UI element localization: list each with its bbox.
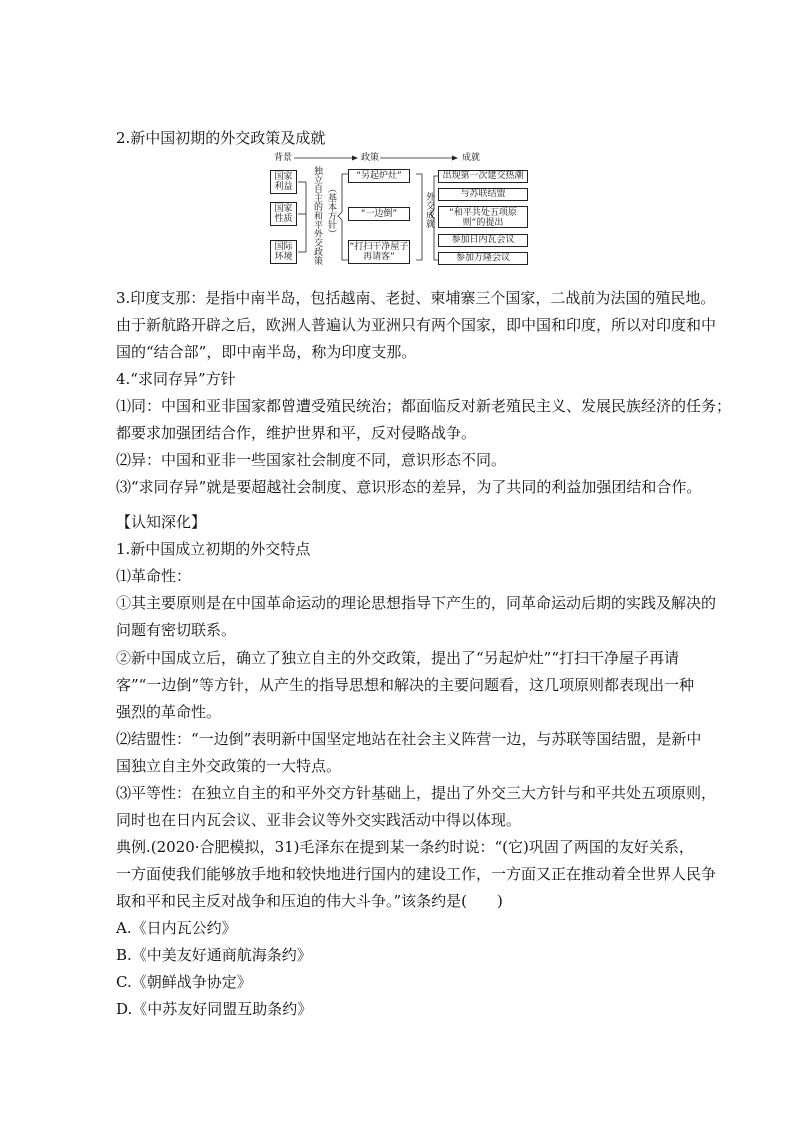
revolutionary-point2-line2: 客”“一边倒”等方针，从产生的指导思想和解决的主要问题看，这几项原则都表现出一种 bbox=[116, 676, 695, 694]
achievement-box-first-wave: 出现第一次建交热潮 bbox=[438, 170, 528, 183]
diplomatic-achievement-label: 外交成就 bbox=[424, 192, 434, 228]
achievement-box-five-principles: “和平共处五项原则”的提出 bbox=[438, 206, 528, 228]
example-line2: 一方面使我们能够放手地和较快地进行国内的建设工作，一方面又正在推动着全世界人民争 bbox=[116, 865, 717, 883]
revolutionary-point1-line1: ①其主要原则是在中国革命运动的理论思想指导下产生的，同革命运动后期的实践及解决的 bbox=[116, 594, 717, 612]
option-d[interactable]: D.《中苏友好同盟互助条约》 bbox=[116, 1000, 313, 1018]
section4-p1-line1: ⑴同：中国和亚非国家都曾遭受殖民统治；都面临反对新老殖民主义、发展民族经济的任务； bbox=[116, 397, 732, 415]
section2-title: 2.新中国初期的外交政策及成就 bbox=[116, 129, 326, 147]
achievement-box-bandung: 参加万隆会议 bbox=[438, 252, 528, 265]
equality-line1: ⑶平等性：在独立自主的和平外交方针基础上，提出了外交三大方针与和平共处五项原则， bbox=[116, 784, 717, 802]
section3-line2: 由于新航路开辟之后，欧洲人普遍认为亚洲只有两个国家，即中国和印度，所以对印度和中 bbox=[116, 316, 717, 334]
section4-p3: ⑶“求同存异”就是要超越社会制度、意识形态的差异，为了共同的利益加强团结和合作。 bbox=[116, 478, 702, 496]
revolutionary-title: ⑴革命性： bbox=[116, 567, 192, 585]
example-line3: 取和平和民主反对战争和压迫的伟大斗争。”该条约是( ) bbox=[116, 892, 503, 910]
section4-p2: ⑵异：中国和亚非一些国家社会制度不同，意识形态不同。 bbox=[116, 451, 507, 469]
revolutionary-point2-line1: ②新中国成立后，确立了独立自主的外交政策，提出了“另起炉灶”“打扫干净屋子再请 bbox=[116, 649, 680, 667]
option-c[interactable]: C.《朝鲜战争协定》 bbox=[116, 973, 252, 991]
deepen-heading: 【认知深化】 bbox=[116, 513, 207, 531]
background-box-national-interest: 国家利益 bbox=[270, 170, 297, 194]
section4-title: 4.“求同存异”方针 bbox=[116, 370, 236, 388]
achievement-box-soviet-alliance: 与苏联结盟 bbox=[438, 188, 528, 201]
background-box-international-environment: 国际环境 bbox=[270, 240, 297, 264]
option-a[interactable]: A.《日内瓦公约》 bbox=[116, 919, 237, 937]
header-achievement-label: 成就 bbox=[462, 153, 481, 163]
alliance-line1: ⑵结盟性：“一边倒”表明新中国坚定地站在社会主义阵营一边，与苏联等国结盟，是新中 bbox=[116, 730, 702, 748]
policy-box-new-stove: “另起炉灶” bbox=[348, 169, 410, 183]
header-background-label: 背景 bbox=[274, 153, 293, 163]
revolutionary-point2-line3: 强烈的革命性。 bbox=[116, 703, 222, 721]
equality-line2: 同时也在日内瓦会议、亚非会议等外交实践活动中得以体现。 bbox=[116, 811, 522, 829]
alliance-line2: 国独立自主外交政策的一大特点。 bbox=[116, 757, 342, 775]
foreign-policy-diagram bbox=[262, 152, 532, 270]
revolutionary-point1-line2: 问题有密切联系。 bbox=[116, 621, 237, 639]
achievement-box-geneva: 参加日内瓦会议 bbox=[438, 234, 528, 247]
section4-p1-line2: 都要求加强团结合作，维护世界和平，反对侵略战争。 bbox=[116, 424, 477, 442]
header-policy-label: 政策 bbox=[361, 153, 380, 163]
example-line1: 典例.(2020·合肥模拟，31)毛泽东在提到某一条约时说：“(它)巩固了两国的友好关系， bbox=[116, 838, 694, 856]
policy-box-lean-one-side: “一边倒” bbox=[348, 207, 410, 221]
background-box-national-nature: 国家性质 bbox=[270, 202, 297, 226]
section3-line1: 3.印度支那：是指中南半岛，包括越南、老挝、柬埔寨三个国家，二战前为法国的殖民地。 bbox=[116, 289, 716, 307]
policy-box-clean-house: “打扫干净屋子再请客” bbox=[349, 242, 409, 262]
section3-line3: 国的“结合部”，即中南半岛，称为印度支那。 bbox=[116, 343, 417, 361]
deepen-title: 1.新中国成立初期的外交特点 bbox=[116, 540, 311, 558]
basic-principles-label: （基本方针） bbox=[326, 184, 336, 238]
option-b[interactable]: B.《中美友好通商航海条约》 bbox=[116, 946, 312, 964]
independent-policy-label: 独立自主的和平外交政策 bbox=[312, 166, 322, 265]
